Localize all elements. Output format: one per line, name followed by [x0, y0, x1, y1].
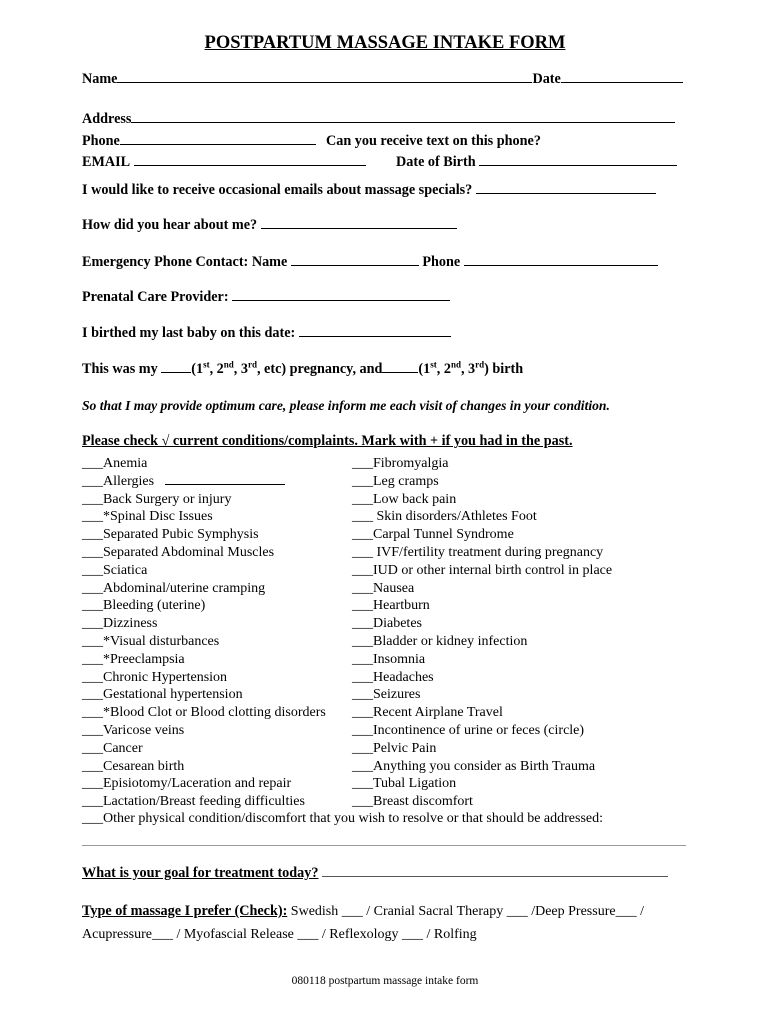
email-row [82, 154, 366, 171]
emergency-label: Emergency Phone Contact: Name [82, 254, 288, 270]
birth-ordinal: (1 [418, 361, 431, 377]
massage-options-line1[interactable]: Swedish ___ / Cranial Sacral Therapy ___ /Deep Pressure___ / [287, 904, 644, 919]
conditions-left [82, 455, 326, 811]
condition-item[interactable]: ___*Preeclampsia [82, 651, 185, 667]
condition-item[interactable]: ___Carpal Tunnel Syndrome [352, 527, 514, 543]
birth-ordinal: , 2 [436, 361, 451, 377]
condition-item[interactable]: ___Chronic Hypertension [82, 669, 228, 685]
prenatal-row [82, 289, 450, 306]
condition-item[interactable]: ___Dizziness [82, 616, 158, 632]
condition-item[interactable]: ___Cesarean birth [82, 758, 185, 774]
condition-item[interactable]: ___Allergies [82, 473, 326, 491]
condition-item[interactable]: ___Lactation/Breast feeding difficulties [82, 794, 305, 810]
condition-item[interactable]: ___Recent Airplane Travel [352, 705, 503, 721]
condition-item[interactable]: ___*Blood Clot or Blood clotting disorders [82, 705, 326, 721]
condition-item[interactable]: ___Breast discomfort [352, 794, 473, 810]
condition-item[interactable]: ___Tubal Ligation [352, 776, 457, 792]
condition-item[interactable]: ___Bleeding (uterine) [82, 598, 206, 614]
condition-item[interactable]: ___Separated Pubic Symphysis [82, 527, 259, 543]
goal-label: What is your goal for treatment today? [82, 865, 319, 881]
birthed-label: I birthed my last baby on this date: [82, 325, 296, 341]
phone-row [82, 133, 316, 150]
email-field[interactable] [134, 154, 366, 166]
pregnancy-prefix: This was my [82, 361, 158, 377]
emergency-name-field[interactable] [291, 254, 419, 266]
emergency-row [82, 254, 658, 271]
ordinal-suffix: nd [223, 359, 234, 370]
condition-item[interactable]: ___ IVF/fertility treatment during pregnancy [352, 544, 604, 560]
care-note: So that I may provide optimum care, please inform me each visit of changes in your condition. [82, 398, 610, 413]
name-label: Name [82, 71, 118, 87]
date-label: Date [532, 71, 561, 87]
condition-item[interactable]: ___Gestational hypertension [82, 687, 243, 703]
name-row [82, 71, 683, 88]
form-title: POSTPARTUM MASSAGE INTAKE FORM [204, 33, 566, 53]
condition-item[interactable]: ___Nausea [352, 580, 415, 596]
condition-item[interactable]: ___Episiotomy/Laceration and repair [82, 776, 292, 792]
massage-label: Type of massage I prefer (Check): [82, 903, 288, 919]
ordinal-suffix: rd [475, 359, 485, 370]
phone-label: Phone [82, 133, 120, 149]
condition-item[interactable]: ___Fibromyalgia [352, 456, 449, 471]
condition-item[interactable]: ___Incontinence of urine or feces (circle) [352, 722, 585, 738]
hear-field[interactable] [261, 217, 457, 229]
condition-item[interactable]: ___Cancer [82, 740, 143, 756]
address-field[interactable] [131, 111, 675, 123]
condition-item[interactable]: ___Anything you consider as Birth Trauma [352, 758, 596, 774]
pregnancy-ordinal: , 3 [233, 361, 248, 377]
phone-field[interactable] [120, 133, 316, 145]
condition-item[interactable]: ___Abdominal/uterine cramping [82, 580, 266, 596]
conditions-right [352, 455, 612, 811]
condition-item[interactable]: ___Pelvic Pain [352, 740, 437, 756]
address-label: Address [82, 111, 132, 127]
hear-question: How did you hear about me? [82, 217, 258, 233]
ordinal-suffix: st [430, 359, 437, 370]
condition-item[interactable]: ___Separated Abdominal Muscles [82, 544, 275, 560]
goal-field[interactable] [322, 865, 668, 877]
emails-row [82, 182, 656, 199]
other-condition-line[interactable] [82, 845, 686, 846]
condition-item[interactable]: ___Varicose veins [82, 722, 185, 738]
condition-item[interactable]: ___Low back pain [352, 491, 457, 507]
pregnancy-suffix: ) birth [484, 361, 524, 377]
dob-row [396, 154, 677, 171]
email-label: EMAIL [82, 154, 131, 170]
prenatal-field[interactable] [232, 289, 450, 301]
condition-item[interactable]: ___Bladder or kidney infection [352, 633, 528, 649]
condition-item[interactable]: ___Diabetes [352, 616, 422, 632]
condition-item[interactable]: ___Leg cramps [352, 473, 439, 489]
condition-item[interactable]: ___Anemia [82, 456, 148, 471]
pregnancy-number-field[interactable] [161, 361, 191, 373]
footer: 080118 postpartum massage intake form [291, 975, 479, 987]
date-field[interactable] [561, 71, 683, 83]
ordinal-suffix: nd [450, 359, 461, 370]
emergency-phone-field[interactable] [464, 254, 658, 266]
condition-item[interactable]: ___Seizures [352, 687, 421, 703]
hear-row [82, 217, 457, 234]
massage-options-line2[interactable]: Acupressure___ / Myofascial Release ___ / Reflexology ___ / Rolfing [82, 927, 477, 942]
massage-row-1 [82, 903, 644, 920]
pregnancy-row [82, 361, 523, 378]
ordinal-suffix: rd [247, 359, 257, 370]
condition-item[interactable]: ___*Visual disturbances [82, 633, 220, 649]
condition-item[interactable]: ___Back Surgery or injury [82, 491, 232, 507]
dob-label: Date of Birth [396, 154, 476, 170]
allergies-field[interactable] [165, 474, 285, 485]
ordinal-suffix: st [203, 359, 210, 370]
prenatal-label: Prenatal Care Provider: [82, 289, 229, 305]
emails-field[interactable] [476, 182, 656, 194]
text-question: Can you receive text on this phone? [326, 133, 541, 149]
other-condition[interactable]: ___Other physical condition/discomfort that you wish to resolve or that should be addressed: [82, 811, 604, 826]
pregnancy-ordinal: (1 [191, 361, 204, 377]
check-instruction: Please check √ current conditions/complaints. Mark with + if you had in the past. [82, 433, 573, 449]
condition-item[interactable]: ___Heartburn [352, 598, 430, 614]
birthed-field[interactable] [299, 325, 451, 337]
condition-item[interactable]: ___Insomnia [352, 651, 426, 667]
name-field[interactable] [117, 71, 532, 83]
birth-ordinal: , 3 [460, 361, 476, 377]
emails-question: I would like to receive occasional emails about massage specials? [82, 182, 473, 198]
emergency-phone-label: Phone [422, 254, 461, 270]
birthed-row [82, 325, 451, 342]
condition-item[interactable]: ___Headaches [352, 669, 434, 685]
dob-field[interactable] [479, 154, 677, 166]
condition-item[interactable]: ___ Skin disorders/Athletes Foot [352, 509, 537, 525]
birth-number-field[interactable] [382, 361, 418, 373]
condition-item[interactable]: ___IUD or other internal birth control in place [352, 562, 613, 578]
address-row [82, 111, 675, 128]
pregnancy-middle: , etc) pregnancy, and [256, 361, 383, 377]
condition-item[interactable]: ___Sciatica [82, 562, 148, 578]
goal-row [82, 865, 668, 882]
condition-item[interactable]: ___*Spinal Disc Issues [82, 509, 213, 525]
pregnancy-ordinal: , 2 [209, 361, 224, 377]
